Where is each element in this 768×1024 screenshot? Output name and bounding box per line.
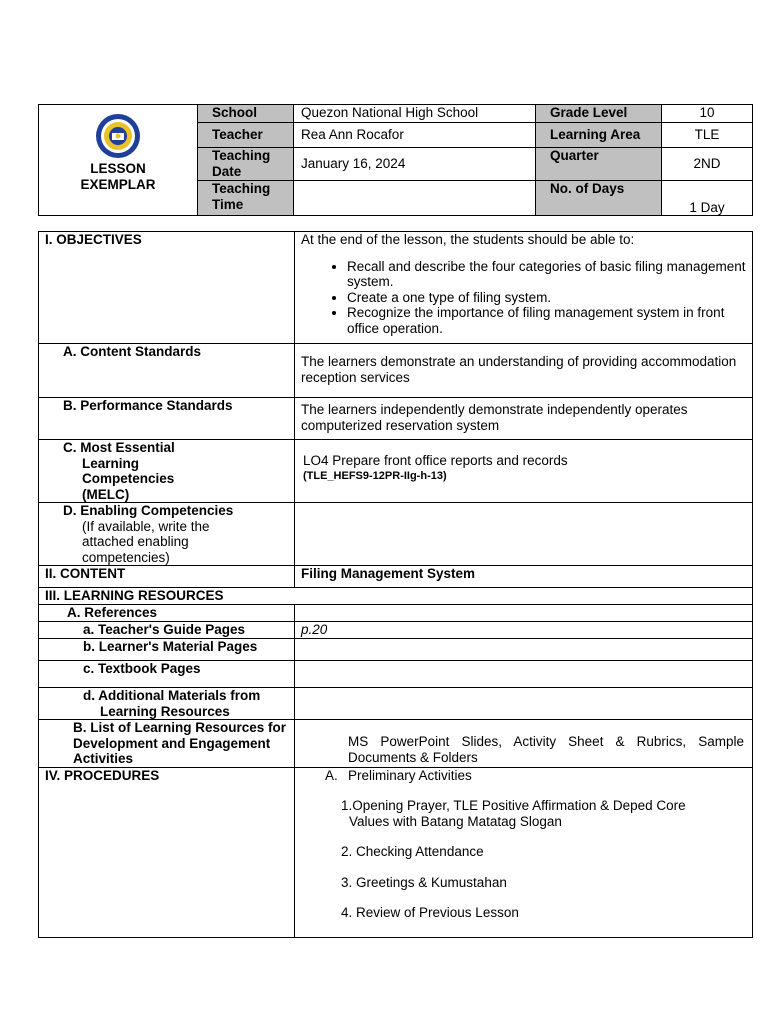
- references-label: A. References: [39, 605, 295, 622]
- objectives-intro: At the end of the lesson, the students should be able to:: [301, 232, 635, 247]
- content-label: II. CONTENT: [39, 566, 295, 588]
- content-standards-label: A. Content Standards: [39, 344, 295, 398]
- quarter-value: 2ND: [662, 148, 753, 181]
- additional-materials-line1: d. Additional Materials from: [83, 688, 261, 703]
- teachers-guide-value: p.20: [295, 622, 753, 639]
- lesson-header-table: [38, 104, 753, 216]
- procedure-step-1-line1: 1.Opening Prayer, TLE Positive Affirmation & Deped Core: [341, 798, 686, 813]
- teacher-value: Rea Ann Rocafor: [294, 123, 536, 148]
- procedures-label: IV. PROCEDURES: [39, 767, 295, 937]
- enabling-value: [295, 503, 753, 566]
- objectives-label: I. OBJECTIVES: [39, 232, 295, 344]
- teaching-date-label: Teaching Date: [198, 148, 294, 181]
- grade-value: 10: [662, 105, 753, 123]
- learners-material-label: b. Learner's Material Pages: [39, 639, 295, 661]
- lesson-exemplar-cell: [39, 105, 198, 216]
- procedure-step-1-line2: Values with Batang Matatag Slogan: [349, 813, 562, 829]
- list-resources-line1: MS PowerPoint Slides, Activity Sheet & Rubrics, Sample: [348, 734, 744, 749]
- enabling-note: (If available, write the attached enabling competencies): [82, 518, 210, 565]
- additional-materials-line2: Learning Resources: [100, 703, 230, 719]
- list-resources-line2: Documents & Folders: [348, 749, 478, 765]
- performance-standards-value: The learners independently demonstrate independently operates computerized reservation system: [295, 398, 753, 440]
- quarter-label: Quarter: [536, 148, 662, 181]
- teaching-time-label: Teaching Time: [198, 181, 294, 216]
- teachers-guide-label: a. Teacher's Guide Pages: [39, 622, 295, 639]
- content-standards-value: The learners demonstrate an understanding of providing accommodation reception services: [295, 344, 753, 398]
- preliminary-activities-heading: [301, 768, 748, 784]
- list-resources-cell: [295, 720, 753, 768]
- enabling-label-cell: [39, 503, 295, 566]
- procedure-step-2: 2. Checking Attendance: [341, 844, 484, 859]
- learning-area-value: TLE: [662, 123, 753, 148]
- learners-material-value: [295, 639, 753, 661]
- objective-item: • Recognize the importance of filing management system in front office operation.: [347, 305, 748, 336]
- content-value: Filing Management System: [295, 566, 753, 588]
- melc-label-line1: C. Most Essential: [63, 440, 175, 455]
- textbook-value: [295, 661, 753, 688]
- learning-resources-label: III. LEARNING RESOURCES: [39, 588, 753, 605]
- school-value: Quezon National High School: [294, 105, 536, 123]
- objectives-cell: [295, 232, 753, 344]
- teaching-time-value: [294, 181, 536, 216]
- procedure-step-3: 3. Greetings & Kumustahan: [341, 874, 507, 890]
- lesson-plan-table: [38, 231, 753, 938]
- enabling-label: D. Enabling Competencies: [63, 503, 234, 518]
- procedures-cell: [295, 767, 753, 937]
- teacher-label: Teacher: [198, 123, 294, 148]
- lesson-exemplar-label: LESSON EXEMPLAR: [80, 161, 156, 192]
- objective-item: • Recall and describe the four categories of basic filing management system.: [347, 259, 748, 290]
- performance-standards-label: B. Performance Standards: [39, 398, 295, 440]
- list-resources-label: B. List of Learning Resources for Development and Engagement Activities: [39, 720, 295, 768]
- learning-area-label: Learning Area: [536, 123, 662, 148]
- deped-seal-icon: [95, 113, 141, 159]
- textbook-label: c. Textbook Pages: [39, 661, 295, 688]
- melc-value: LO4 Prepare front office reports and records: [303, 453, 568, 468]
- melc-label-rest: Learning Competencies (MELC): [82, 455, 175, 502]
- references-value: [295, 605, 753, 622]
- procedure-step-4: 4. Review of Previous Lesson: [341, 905, 519, 920]
- melc-value-cell: [295, 440, 753, 503]
- additional-materials-label-cell: [39, 688, 295, 720]
- no-of-days-label: No. of Days: [536, 181, 662, 216]
- section-title: Preliminary Activities: [348, 767, 472, 783]
- section-marker: A.: [325, 767, 338, 783]
- melc-code: (TLE_HEFS9-12PR-IIg-h-13): [303, 469, 447, 482]
- no-of-days-value: 1 Day: [662, 181, 753, 216]
- melc-label-cell: [39, 440, 295, 503]
- school-label: School: [198, 105, 294, 123]
- procedure-step-1: [301, 798, 748, 829]
- objectives-list: [301, 259, 748, 337]
- grade-label: Grade Level: [536, 105, 662, 123]
- additional-materials-value: [295, 688, 753, 720]
- teaching-date-value: January 16, 2024: [294, 148, 536, 181]
- objective-item: • Create a one type of filing system.: [347, 290, 748, 306]
